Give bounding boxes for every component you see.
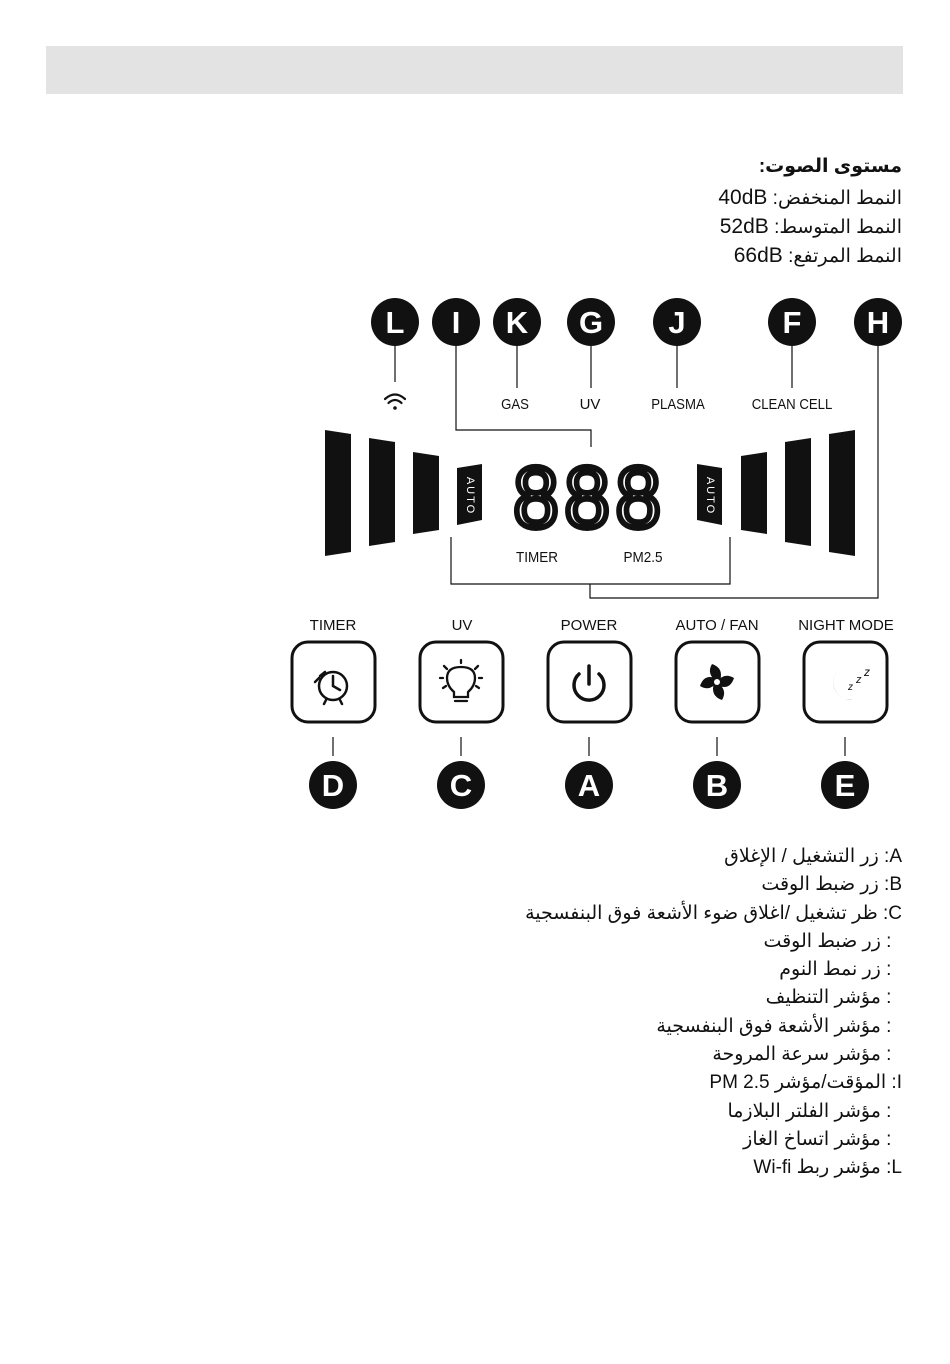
legend-text: مؤشر اتساخ الغاز (743, 1128, 881, 1150)
svg-text:G: G (578, 305, 604, 340)
fan-speed-bar (369, 438, 395, 546)
noise-title: مستوى الصوت: (758, 156, 902, 177)
legend-text: زر ضبط الوقت (761, 874, 879, 896)
legend-letter: A (889, 846, 902, 867)
callout-H (854, 298, 902, 346)
svg-text:L: L (385, 305, 405, 340)
svg-text:J: J (668, 305, 686, 340)
noise-value: 66dB (733, 244, 783, 267)
plasma-indicator-label: PLASMA (651, 395, 705, 413)
svg-text:z: z (864, 665, 870, 679)
svg-text:E: E (834, 768, 856, 803)
auto-badge-right (697, 464, 722, 525)
power-button-label: POWER (560, 617, 618, 634)
legend-text: مؤشر سرعة المروحة (712, 1044, 881, 1066)
legend-letter: I (896, 1072, 902, 1094)
fan-speed-bar (413, 452, 439, 534)
fan-speed-bar (741, 452, 767, 534)
svg-text:B: B (705, 768, 729, 803)
callout-J (653, 298, 701, 346)
timer-button-label: TIMER (309, 617, 357, 634)
fan-speed-bar (325, 430, 351, 556)
segment-display (513, 449, 666, 545)
fan-speed-bars-right (741, 430, 855, 556)
legend-letter: L (891, 1157, 902, 1179)
legend-item: مؤشر سرعة المروحة : (712, 1044, 902, 1066)
svg-text:F: F (782, 305, 802, 340)
fan-speed-bars-left (325, 430, 439, 556)
legend-item: زر التشغيل / الإغلاق :A (724, 846, 902, 867)
fan-speed-bar (785, 438, 811, 546)
svg-text:AUTO: AUTO (464, 476, 477, 516)
legend-letter: C (888, 902, 902, 924)
pm25-display-label: PM2.5 (623, 549, 663, 567)
legend-item: مؤشر اتساخ الغاز : (743, 1128, 902, 1150)
callout-B (693, 761, 741, 809)
fan-button[interactable] (676, 642, 759, 722)
legend-text: مؤشر التنظيف (765, 987, 881, 1009)
legend-item: زر ضبط الوقت : (763, 930, 902, 952)
legend-text: زر التشغيل / الإغلاق (724, 846, 879, 867)
callout-E (821, 761, 869, 809)
timer-button[interactable] (292, 642, 375, 722)
callout-C (437, 761, 485, 809)
power-button[interactable] (548, 642, 631, 722)
noise-value: 40dB (718, 186, 768, 209)
callout-F (768, 298, 816, 346)
uv-button-label: UV (451, 617, 473, 634)
callout-L (371, 298, 419, 346)
callout-D (309, 761, 357, 809)
svg-text:z: z (848, 682, 853, 693)
fan-speed-bar (829, 430, 855, 556)
legend-item: مؤشر الفلتر البلازما : (727, 1100, 902, 1122)
noise-label: النمط المتوسط: (774, 217, 902, 238)
legend-item: زر ضبط الوقت :B (761, 874, 902, 896)
noise-value: 52dB (719, 215, 769, 238)
noise-label: النمط المرتفع: (788, 246, 902, 267)
legend-text: زر نمط النوم (779, 959, 881, 981)
fan-button-label: AUTO / FAN (675, 617, 759, 634)
callout-I (432, 298, 480, 346)
callout-A (565, 761, 613, 809)
legend-text: مؤشر الأشعة فوق البنفسجية (656, 1015, 881, 1037)
legend-item: مؤشر التنظيف : (765, 987, 902, 1009)
svg-text:H: H (866, 305, 890, 340)
legend-item: مؤشر ربط Wi-fi :L (753, 1157, 902, 1179)
segment-digits: 888 (513, 449, 667, 546)
bottom-leader-lines (333, 737, 845, 756)
callout-G (567, 298, 615, 346)
legend-text: المؤقت/مؤشر PM 2.5 (709, 1072, 887, 1094)
gas-indicator-label: GAS (501, 395, 529, 413)
legend-item: مؤشر الأشعة فوق البنفسجية : (656, 1015, 902, 1037)
svg-text:z: z (856, 674, 862, 686)
wifi-icon (385, 395, 405, 410)
svg-text:AUTO: AUTO (704, 476, 717, 516)
svg-text:I: I (451, 305, 461, 340)
svg-text:K: K (505, 305, 529, 340)
night-mode-button[interactable] (804, 642, 887, 722)
legend-text: زر ضبط الوقت (763, 930, 881, 952)
noise-label: النمط المنخفض: (772, 188, 902, 209)
legend-text: مؤشر ربط Wi-fi (753, 1157, 881, 1179)
svg-text:A: A (577, 768, 601, 803)
legend-list (302, 843, 902, 1183)
legend-text: مؤشر الفلتر البلازما (727, 1100, 881, 1122)
clean-cell-indicator-label: CLEAN CELL (751, 395, 833, 413)
legend-item: ظر تشغيل /اغلاق ضوء الأشعة فوق البنفسجية :C (525, 902, 902, 924)
timer-display-label: TIMER (516, 549, 558, 567)
svg-text:C: C (449, 768, 473, 803)
legend-letter: B (889, 874, 902, 896)
callout-K (493, 298, 541, 346)
night-mode-button-label: NIGHT MODE (798, 617, 894, 634)
legend-item: زر نمط النوم : (779, 959, 902, 981)
uv-indicator-label: UV (579, 396, 601, 413)
uv-button[interactable] (420, 642, 503, 722)
svg-text:D: D (321, 768, 345, 803)
legend-text: ظر تشغيل /اغلاق ضوء الأشعة فوق البنفسجية (525, 902, 878, 924)
legend-item: المؤقت/مؤشر PM 2.5 :I (709, 1072, 902, 1094)
auto-badge-left (457, 464, 482, 525)
